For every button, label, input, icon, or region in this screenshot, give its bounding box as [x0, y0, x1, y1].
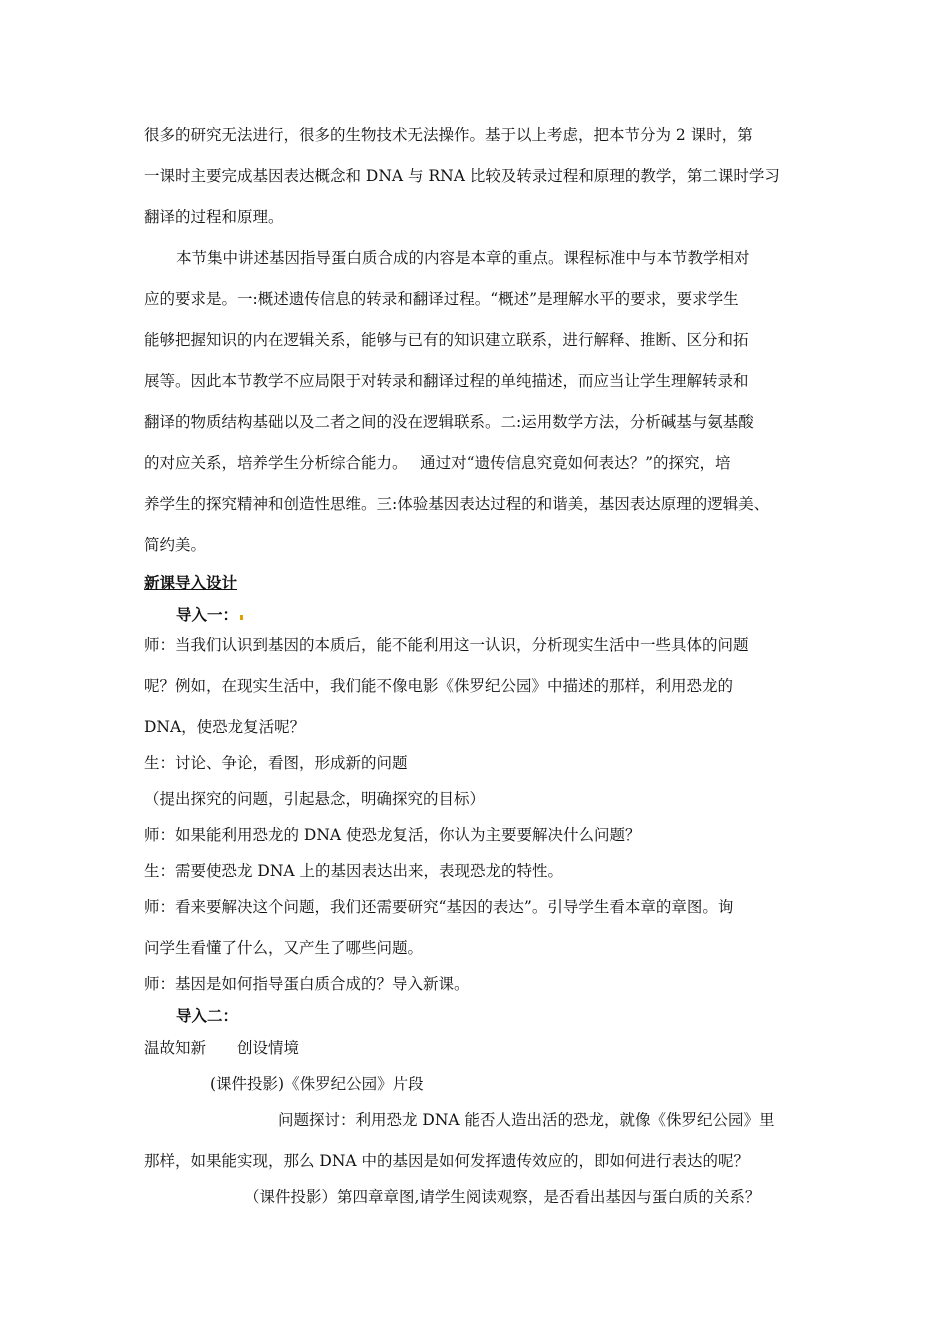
intro-1-line-10: 师：基因是如何指导蛋白质合成的？导入新课。 [144, 975, 470, 993]
paragraph-2-line-6: 的对应关系，培养学生分析综合能力。 通过对“遗传信息究竟如何表达？”的探究，培 [144, 454, 731, 472]
paragraph-2-line-3: 能够把握知识的内在逻辑关系，能够与已有的知识建立联系，进行解释、推断、区分和拓 [144, 331, 749, 349]
paragraph-2-line-8: 简约美。 [144, 536, 207, 554]
intro-2-line-1: 温故知新 创设情境 [144, 1039, 300, 1057]
intro-1-line-5: （提出探究的问题，引起悬念，明确探究的目标） [144, 790, 486, 808]
intro-2-line-3: 问题探讨：利用恐龙 DNA 能否人造出活的恐龙，就像《侏罗纪公园》里 [278, 1111, 775, 1129]
intro-2-line-2: (课件投影)《侏罗纪公园》片段 [210, 1075, 424, 1093]
paragraph-2-line-4: 展等。因此本节教学不应局限于对转录和翻译过程的单纯描述，而应当让学生理解转录和 [144, 372, 749, 390]
paragraph-1-line-1: 很多的研究无法进行，很多的生物技术无法操作。基于以上考虑，把本节分为 2 课时，第 [144, 126, 753, 144]
intro-1-line-6: 师：如果能利用恐龙的 DNA 使恐龙复活，你认为主要要解决什么问题？ [144, 826, 641, 844]
paragraph-2-line-1: 本节集中讲述基因指导蛋白质合成的内容是本章的重点。课程标准中与本节教学相对 [176, 249, 750, 267]
intro-1-line-3: DNA，使恐龙复活呢？ [144, 718, 306, 736]
section-heading: 新课导入设计 [144, 573, 238, 592]
intro-1-line-2: 呢？例如，在现实生活中，我们能不像电影《侏罗纪公园》中描述的那样，利用恐龙的 [144, 677, 734, 695]
paragraph-2-line-2: 应的要求是。一:概述遗传信息的转录和翻译过程。“概述”是理解水平的要求，要求学生 [144, 290, 739, 308]
intro-2-line-4: 那样，如果能实现，那么 DNA 中的基因是如何发挥遗传效应的，即如何进行表达的呢？ [144, 1152, 750, 1170]
intro-1-label-row [176, 605, 243, 625]
intro-1-line-4: 生：讨论、争论，看图，形成新的问题 [144, 754, 408, 772]
paragraph-1-line-3: 翻译的过程和原理。 [144, 208, 284, 226]
intro-1-line-7: 生：需要使恐龙 DNA 上的基因表达出来，表现恐龙的特性。 [144, 862, 564, 880]
paragraph-1-line-2: 一课时主要完成基因表达概念和 DNA 与 RNA 比较及转录过程和原理的教学，第二课时学习 [144, 167, 780, 185]
paragraph-2-line-5: 翻译的物质结构基础以及二者之间的没在逻辑联系。二:运用数学方法，分析碱基与氨基酸 [144, 413, 754, 431]
paragraph-2-line-7: 养学生的探究精神和创造性思维。三:体验基因表达过程的和谐美，基因表达原理的逻辑美、 [144, 495, 770, 513]
marker-dot-icon [240, 615, 243, 620]
intro-1-line-8: 师：看来要解决这个问题，我们还需要研究“基因的表达”。引导学生看本章的章图。询 [144, 898, 734, 916]
intro-2-line-5: （课件投影）第四章章图,请学生阅读观察，是否看出基因与蛋白质的关系？ [244, 1188, 761, 1206]
intro-1-line-9: 问学生看懂了什么，又产生了哪些问题。 [144, 939, 424, 957]
intro-1-line-1: 师：当我们认识到基因的本质后，能不能利用这一认识，分析现实生活中一些具体的问题 [144, 636, 749, 654]
intro-2-label: 导入二： [176, 1006, 239, 1025]
intro-1-label: 导入一： [176, 605, 239, 624]
